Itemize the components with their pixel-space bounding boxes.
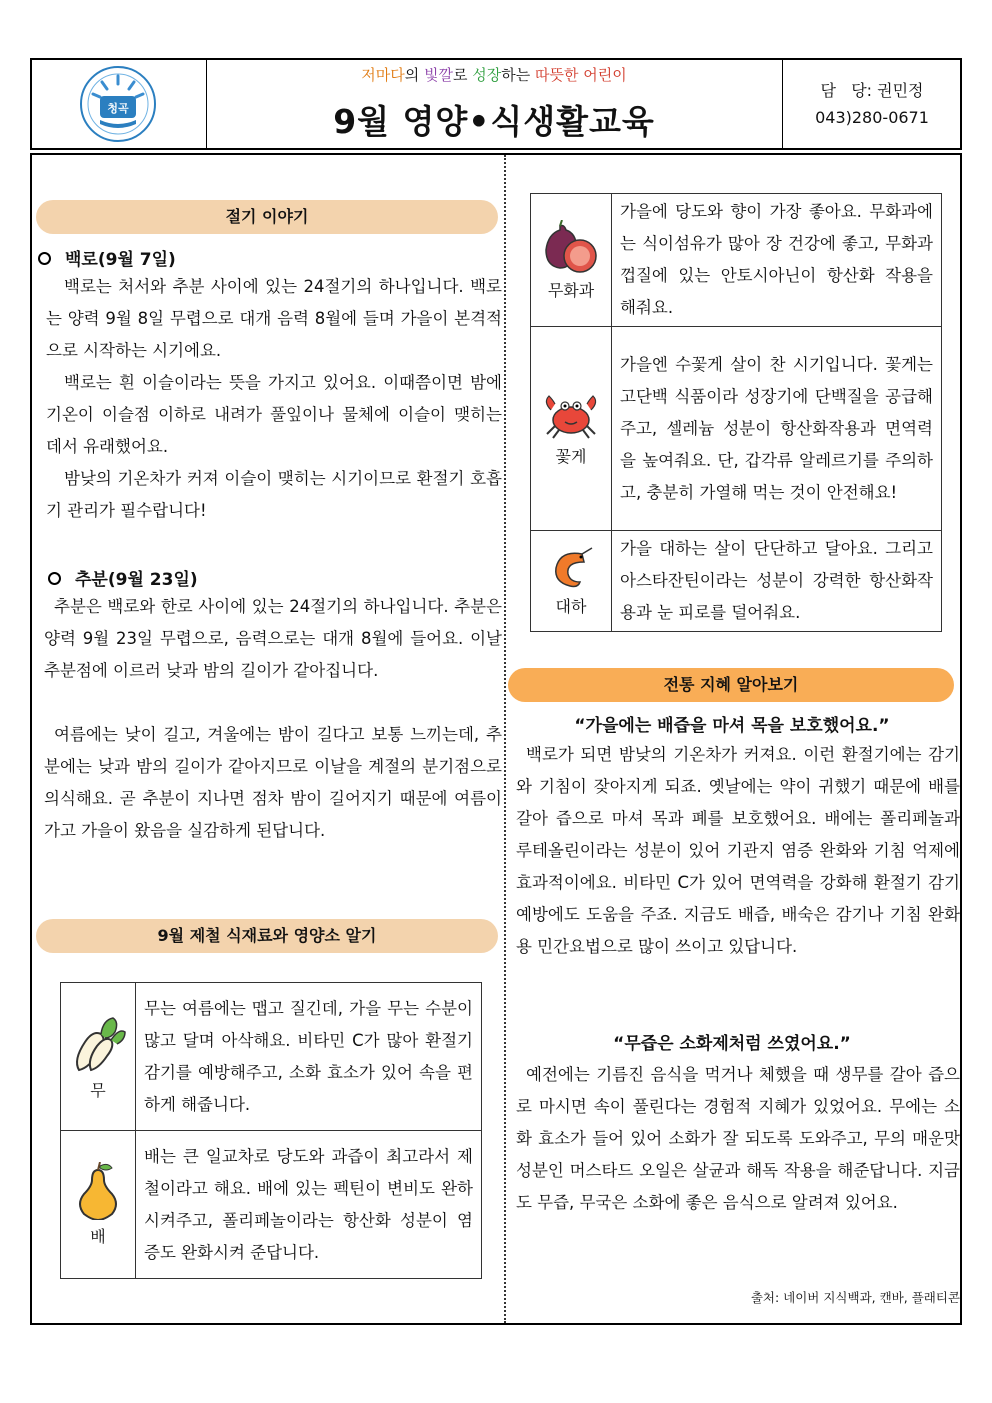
fig-icon (542, 220, 600, 274)
chubun-paragraph-1: 추분은 백로와 한로 사이에 있는 24절기의 하나입니다. 추분은 양력 9월 23일 무렵으로, 음력으로는 대개 8월에 들어요. 이날 추분점에 이르러 낮과 밤의 길이가 같아집니다. (44, 597, 502, 680)
food-row-shrimp (531, 531, 942, 632)
motto-part: 의 (404, 66, 425, 84)
food-icon-cell (61, 1131, 136, 1279)
food-icon-cell (61, 983, 136, 1131)
bullet-icon (38, 252, 51, 265)
motto-part: 저마다 (361, 66, 405, 84)
motto-part: 성장 (472, 66, 502, 84)
chubun-title (48, 565, 198, 590)
contact-cell (782, 60, 961, 148)
section-heading-wisdom: 전통 지혜 알아보기 (508, 668, 954, 702)
motto-part: 하는 (501, 66, 535, 84)
food-name: 꽃게 (555, 447, 587, 466)
baekro-paragraph-1: 백로는 처서와 추분 사이에 있는 24절기의 하나입니다. 백로는 양력 9월 8일 무렵으로 대개 음력 8월에 들며 가을이 본격적으로 시작하는 시기에요. (46, 277, 502, 360)
contact-phone: 043)280-0671 (815, 108, 929, 127)
food-icon-cell (531, 531, 612, 632)
section-heading-foods: 9월 제철 식재료와 영양소 알기 (36, 919, 498, 953)
section-heading-seasons: 절기 이야기 (36, 200, 498, 234)
food-row-fig (531, 194, 942, 327)
baekro-paragraph-3: 밤낮의 기온차가 커져 이슬이 맺히는 시기이므로 환절기 호흡기 관리가 필수랍니다! (46, 469, 502, 520)
food-name: 배 (90, 1227, 106, 1246)
food-description: 가을엔 수꽃게 살이 찬 시기입니다. 꽃게는 고단백 식품이라 성장기에 단백질을 공급해주고, 셀레늄 성분이 항산화작용과 면역력을 높여줘요. 단, 갑각류 알레르기를 주의하고, 충분히 가열해 먹는 것이 안전해요! (612, 327, 942, 531)
food-description: 가을 대하는 살이 단단하고 달아요. 그리고 아스타잔틴이라는 성분이 강력한 항산화작용과 눈 피로를 덜어줘요. (612, 531, 942, 632)
food-description: 가을에 당도와 향이 가장 좋아요. 무화과에는 식이섬유가 많아 장 건강에 좋고, 무화과 껍질에 있는 안토시아닌이 항산화 작용을 해줘요. (612, 194, 942, 327)
baekro-title (38, 245, 176, 270)
food-name: 무 (90, 1081, 106, 1100)
baekro-paragraph-2: 백로는 흰 이슬이라는 뜻을 가지고 있어요. 이때쯤이면 밤에 기온이 이슬점 이하로 내려가 풀잎이나 물체에 이슬이 맺히는 데서 유래했어요. (46, 373, 502, 456)
food-icon-cell (531, 194, 612, 327)
food-table-right (530, 193, 942, 632)
bullet-icon (48, 572, 61, 585)
page-title: 9월 영양•식생활교육 (333, 102, 655, 141)
baekro-title-text: 백로(9월 7일) (65, 250, 176, 270)
wisdom-paragraph-1: 백로가 되면 밤낮의 기온차가 커져요. 이런 환절기에는 감기와 기침이 잦아지게 되죠. 옛날에는 약이 귀했기 때문에 배를 갈아 즙으로 마셔 목과 폐를 보호했어요. 배에는 폴리페놀과 루테올린이라는 성분이 있어 기관지 염증 완화와 기침 억제에 효과적이에요. 비타민 C가 있어 면역력을 강화해 환절기 감기 예방에도 도움을 주죠. 지금도 배즙, 배숙은 감기나 기침 완화용 민간요법으로 많이 쓰이고 있답니다. (516, 745, 960, 956)
chubun-title-text: 추분(9월 23일) (75, 570, 198, 590)
motto-part: 빛깔 (424, 66, 453, 84)
food-icon-cell (531, 327, 612, 531)
newsletter-header (30, 58, 962, 150)
motto-part: 따뜻한 어린이 (535, 66, 627, 84)
wisdom-paragraph-2: 예전에는 기름진 음식을 먹거나 체했을 때 생무를 갈아 즙으로 마시면 속이 풀린다는 경험적 지혜가 있었어요. 무에는 소화 효소가 들어 있어 소화가 잘 되도록 도와주고, 무의 매운맛 성분인 머스타드 오일은 살균과 해독 작용을 해준답니다. 지금도 무즙, 무국은 소화에 좋은 음식으로 알려져 있어요. (516, 1065, 960, 1212)
newsletter-body (30, 153, 962, 1325)
contact-name: 담 당: 권민정 (820, 81, 924, 100)
shrimp-icon (548, 546, 594, 590)
wisdom-quote-2: “무즙은 소화제처럼 쓰였어요.” (613, 1034, 851, 1054)
food-description: 무는 여름에는 맵고 질긴데, 가을 무는 수분이 많고 달며 아삭해요. 비타민 C가 많아 환절기 감기를 예방해주고, 소화 효소가 있어 속을 편하게 해줍니다. (136, 983, 482, 1131)
chubun-paragraph-2: 여름에는 낮이 길고, 겨울에는 밤이 길다고 보통 느끼는데, 추분에는 낮과 밤의 길이가 같아지므로 이날을 계절의 분기점으로 의식해요. 곧 추분이 지나면 점차 밤이 길어지기 때문에 여름이 가고 가을이 왔음을 실감하게 된답니다. (44, 725, 502, 840)
source-credit: 출처: 네이버 지식백과, 캔바, 플래티콘 (750, 1290, 960, 1305)
column-divider (504, 155, 506, 1323)
crab-icon (541, 390, 601, 440)
food-row-crab (531, 327, 942, 531)
food-row-radish (61, 983, 482, 1131)
food-table-left (60, 982, 482, 1279)
food-name: 무화과 (547, 280, 595, 300)
food-description: 배는 큰 일교차로 당도와 과즙이 최고라서 제철이라고 해요. 배에 있는 펙틴이 변비도 완하시켜주고, 폴리페놀이라는 항산화 성분이 염증도 완화시켜 준답니다. (136, 1131, 482, 1279)
motto-part: 로 (453, 66, 473, 84)
food-row-pear (61, 1131, 482, 1279)
wisdom-quote-1: “가을에는 배즙을 마셔 목을 보호했어요.” (574, 716, 890, 736)
title-cell (206, 60, 782, 148)
radish-icon (69, 1012, 127, 1074)
school-motto (206, 64, 782, 85)
pear-icon (74, 1162, 122, 1220)
food-name: 대하 (555, 596, 587, 616)
school-logo-cell (32, 60, 207, 148)
logo-text: 청곡 (107, 102, 129, 115)
